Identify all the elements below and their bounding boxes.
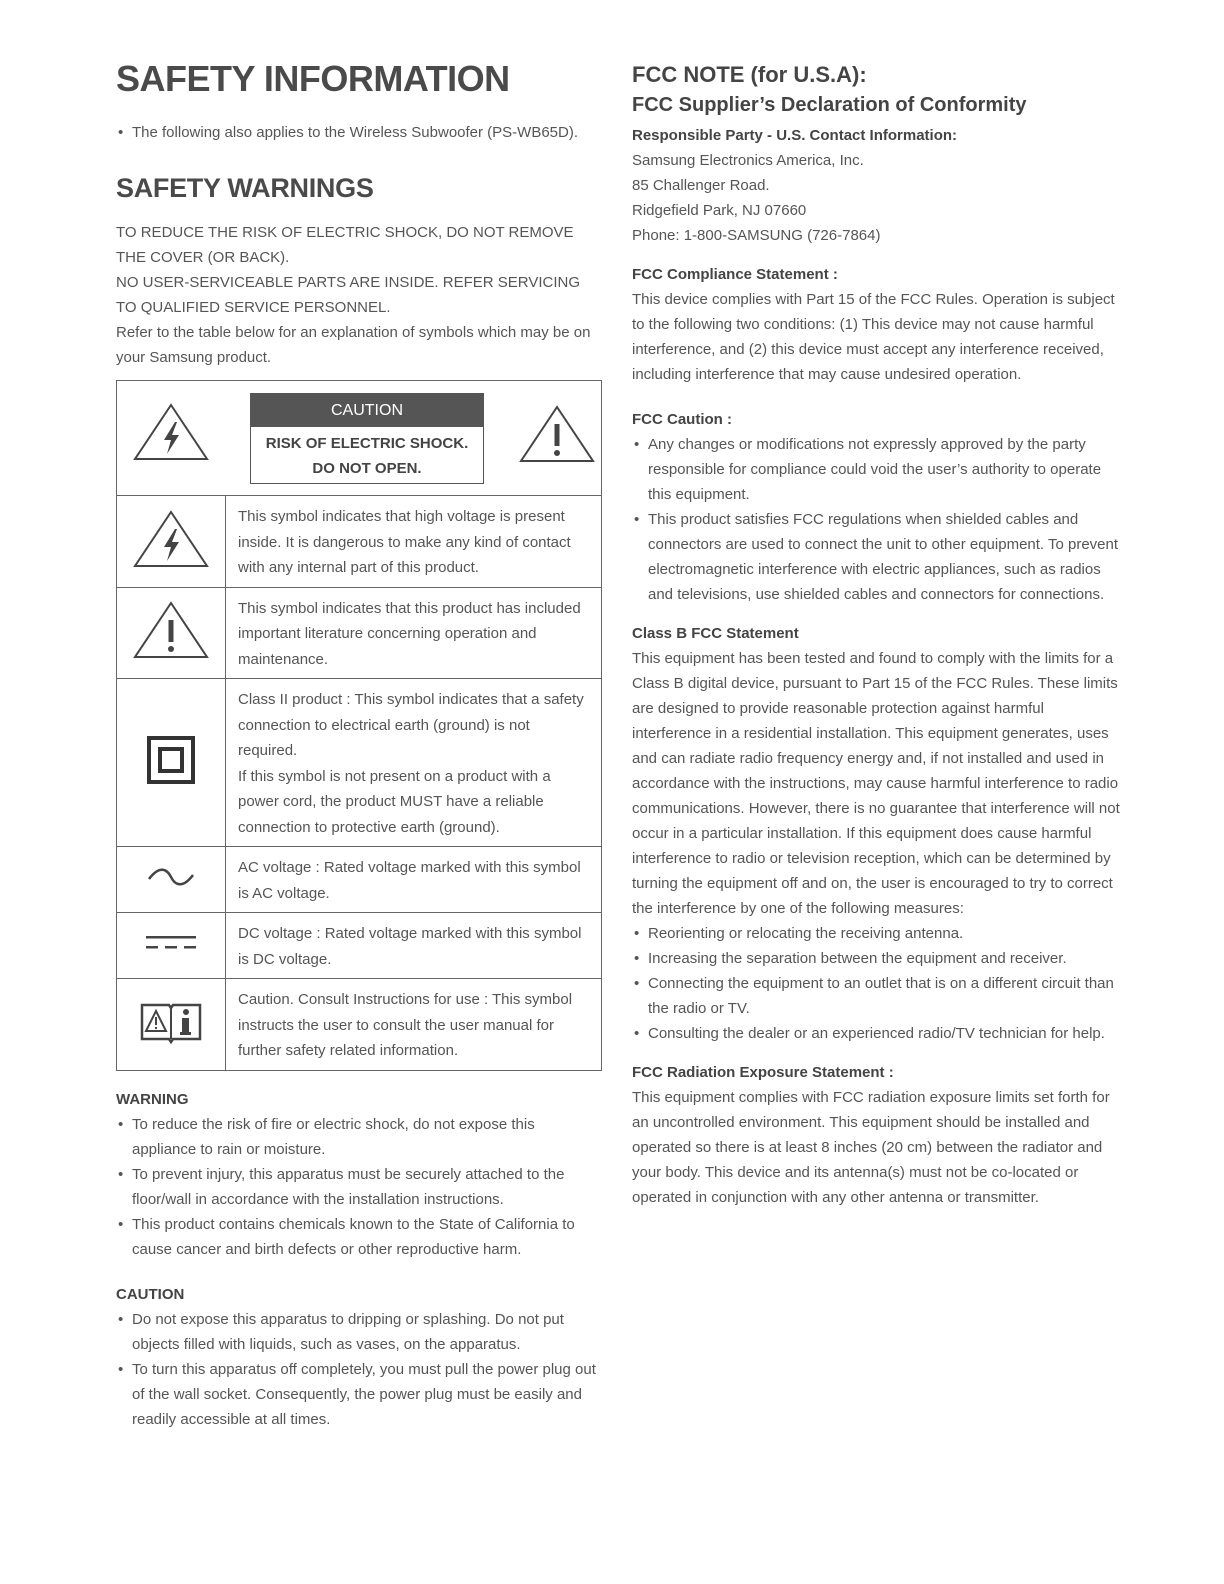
high-voltage-icon xyxy=(132,509,210,569)
compliance-text: This device complies with Part 15 of the FCC Rules. Operation is subject to the following two conditions: (1) This device may not cause harmful interference, and (2) this device must accept any interference received, including interference that may cause undesired operation. xyxy=(632,291,1115,383)
fcc-sdoc-title: FCC Supplier’s Declaration of Conformity xyxy=(632,94,1027,116)
responsible-party-heading: Responsible Party - U.S. Contact Information: xyxy=(632,127,958,144)
caution-label-line1: RISK OF ELECTRIC SHOCK. xyxy=(265,435,469,452)
party-line: Phone: 1-800-SAMSUNG (726-7864) xyxy=(632,227,881,244)
safety-warnings-title: SAFETY WARNINGS xyxy=(116,173,374,203)
symbol-text-high-voltage: This symbol indicates that high voltage is present inside. It is dangerous to make any kind of contact with any internal part of this product. xyxy=(226,496,602,588)
class-b-item: • Consulting the dealer or an experienced radio/TV technician for help. xyxy=(632,1021,1124,1046)
fcc-caution-item: • Any changes or modifications not expressly approved by the party responsible for compliance could void the user’s authority to operate this equipment. xyxy=(632,432,1124,507)
warnings-paragraph-2: NO USER-SERVICEABLE PARTS ARE INSIDE. REFER SERVICING TO QUALIFIED SERVICE PERSONNEL. xyxy=(116,274,581,316)
warning-item: • To prevent injury, this apparatus must be securely attached to the floor/wall in accordance with the installation instructions. xyxy=(116,1162,602,1212)
caution-label xyxy=(250,393,484,484)
symbol-row-dc xyxy=(117,913,602,979)
symbol-row-exclamation xyxy=(117,587,602,679)
caution-label-row xyxy=(117,381,602,496)
symbol-row-consult xyxy=(117,979,602,1071)
intro-bullet: • The following also applies to the Wireless Subwoofer (PS-WB65D). xyxy=(116,120,602,145)
class-b-item: • Reorienting or relocating the receiving antenna. xyxy=(632,921,1124,946)
warning-item: • This product contains chemicals known to the State of California to cause cancer and birth defects or other reproductive harm. xyxy=(116,1212,602,1262)
radiation-section xyxy=(632,1064,1124,1210)
party-line: Ridgefield Park, NJ 07660 xyxy=(632,202,807,219)
symbol-text-exclamation: This symbol indicates that this product has included important literature concerning operation and maintenance. xyxy=(226,587,602,679)
exclamation-triangle-icon xyxy=(518,404,596,464)
caution-section xyxy=(116,1286,602,1432)
compliance-heading: FCC Compliance Statement : xyxy=(632,266,838,283)
warnings-paragraph-3: Refer to the table below for an explanation of symbols which may be on your Samsung product. xyxy=(116,324,591,366)
radiation-heading: FCC Radiation Exposure Statement : xyxy=(632,1064,894,1081)
ac-wave-icon xyxy=(146,865,196,889)
dc-lines-icon xyxy=(144,931,198,955)
caution-heading: CAUTION xyxy=(116,1285,185,1303)
right-column xyxy=(632,62,1124,1228)
symbol-text-consult: Caution. Consult Instructions for use : This symbol instructs the user to consult the user manual for further safety related information. xyxy=(226,979,602,1071)
caution-item: • Do not expose this apparatus to dripping or splashing. Do not put objects filled with liquids, such as vases, on the apparatus. xyxy=(116,1307,602,1357)
symbol-row-ac xyxy=(117,847,602,913)
party-line: 85 Challenger Road. xyxy=(632,177,770,194)
radiation-text: This equipment complies with FCC radiation exposure limits set forth for an uncontrolled environment. This equipment should be installed and operated so there is at least 8 inches (20 cm) between the radiator and your body. This device and its antenna(s) must not be co-located or operated in conjunction with any other antenna or transmitter. xyxy=(632,1089,1110,1206)
class-b-heading: Class B FCC Statement xyxy=(632,625,799,642)
symbol-table xyxy=(116,380,602,1071)
symbol-text-class-ii-note: If this symbol is not present on a product with a power cord, the product MUST have a reliable connection to protective earth (ground). xyxy=(238,767,551,836)
class-b-item: • Connecting the equipment to an outlet that is on a different circuit than the radio or TV. xyxy=(632,971,1124,1021)
high-voltage-icon xyxy=(132,402,210,462)
class-b-text: This equipment has been tested and found to comply with the limits for a Class B digital device, pursuant to Part 15 of the FCC Rules. These limits are designed to provide reasonable protection against harmful interference in a residential installation. This equipment generates, uses and can radiate radio frequency energy and, if not installed and used in accordance with the instructions, may cause harmful interference to radio communications. However, there is no guarantee that interference will not occur in a particular installation. If this equipment does cause harmful interference to radio or television reception, which can be determined by turning the equipment off and on, the user is encouraged to try to correct the interference by one of the following measures: xyxy=(632,650,1120,917)
warning-section xyxy=(116,1091,602,1262)
symbol-text-class-ii: Class II product : This symbol indicates that a safety connection to electrical earth (ground) is not required. xyxy=(238,691,584,759)
fcc-note-title: FCC NOTE (for U.S.A): xyxy=(632,62,867,87)
symbol-text-dc: DC voltage : Rated voltage marked with this symbol is DC voltage. xyxy=(226,913,602,979)
party-line: Samsung Electronics America, Inc. xyxy=(632,152,864,169)
warning-item: • To reduce the risk of fire or electric shock, do not expose this appliance to rain or moisture. xyxy=(116,1112,602,1162)
caution-item: • To turn this apparatus off completely, you must pull the power plug out of the wall socket. Consequently, the power plug must be easily and readily accessible at all times. xyxy=(116,1357,602,1432)
fcc-caution-section xyxy=(632,411,1124,607)
symbol-row-high-voltage xyxy=(117,496,602,588)
double-square-icon xyxy=(146,735,196,785)
fcc-caution-heading: FCC Caution : xyxy=(632,411,732,428)
warning-heading: WARNING xyxy=(116,1090,189,1108)
class-b-item: • Increasing the separation between the equipment and receiver. xyxy=(632,946,1124,971)
fcc-caution-item: • This product satisfies FCC regulations when shielded cables and connectors are used to connect the unit to other equipment. To prevent electromagnetic interference with electric appliances, such as radios and televisions, use shielded cables and connectors for connections. xyxy=(632,507,1124,607)
warnings-paragraph-1: TO REDUCE THE RISK OF ELECTRIC SHOCK, DO NOT REMOVE THE COVER (OR BACK). xyxy=(116,224,574,266)
caution-label-line2: DO NOT OPEN. xyxy=(312,460,422,477)
safety-information-title: SAFETY INFORMATION xyxy=(116,58,510,99)
symbol-text-ac: AC voltage : Rated voltage marked with this symbol is AC voltage. xyxy=(226,847,602,913)
left-column xyxy=(116,58,602,1448)
caution-label-head: CAUTION xyxy=(251,394,483,427)
consult-instructions-icon xyxy=(139,999,203,1045)
exclamation-triangle-icon xyxy=(132,600,210,660)
class-b-section xyxy=(632,625,1124,1046)
symbol-row-class-ii xyxy=(117,679,602,847)
responsible-party-section xyxy=(632,127,1124,248)
compliance-section xyxy=(632,266,1124,387)
